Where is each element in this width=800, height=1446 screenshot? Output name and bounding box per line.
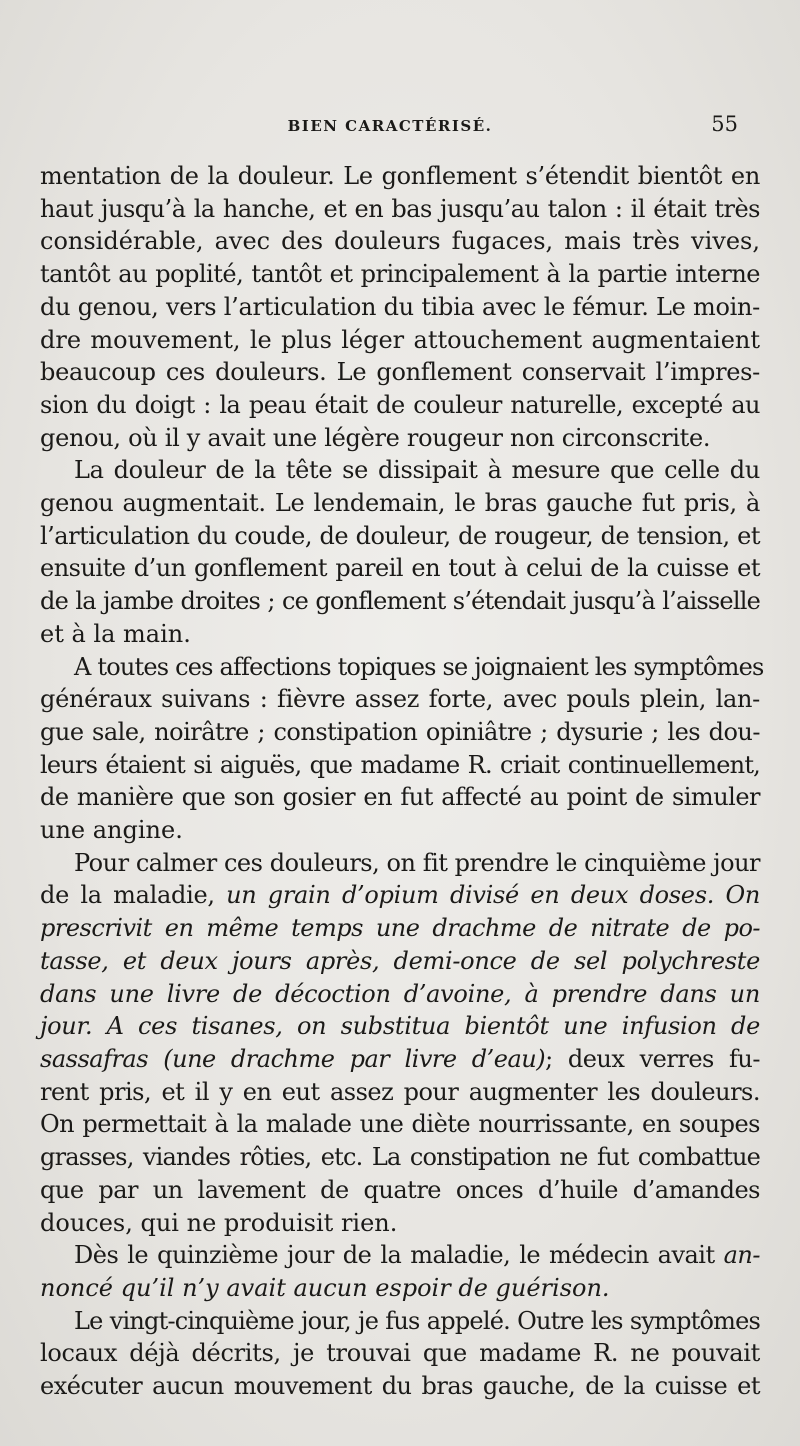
text-line: exécuter aucun mouvement du bras gauche, de la cuisse et xyxy=(40,1372,760,1401)
text-line: de manière que son gosier en fut affecté au point de simuler xyxy=(40,783,760,812)
text-line: mentation de la douleur. Le gonflement s’étendit bientôt en xyxy=(40,162,760,190)
text-line: leurs étaient si aiguës, que madame R. criait continuellement, xyxy=(40,750,760,779)
text-line: haut jusqu’à la hanche, et en bas jusqu’au talon : il était très xyxy=(40,194,760,223)
text-line: une angine. xyxy=(40,816,183,845)
text-line: tantôt au poplité, tantôt et principalement à la partie interne xyxy=(40,260,760,289)
italic-segment: tasse, et deux jours après, demi-once de sel polychreste xyxy=(40,946,760,975)
text-segment: ; deux verres fu- xyxy=(545,1044,760,1073)
text-line: ensuite d’un gonflement pareil en tout à celui de la cuisse et xyxy=(40,554,760,583)
text-line: A toutes ces affections topiques se joignaient les symptômes xyxy=(74,652,764,681)
text-line: genou augmentait. Le lendemain, le bras gauche fut pris, à xyxy=(40,489,760,518)
text-line: et à la main. xyxy=(40,619,191,648)
text-line: Le vingt-cinquième jour, je fus appelé. Outre les symptômes xyxy=(74,1306,760,1335)
text-line xyxy=(40,879,760,912)
text-line: l’articulation du coude, de douleur, de rougeur, de tension, et xyxy=(40,521,760,550)
italic-segment: noncé qu’il n’y avait aucun espoir de guérison. xyxy=(40,1273,610,1302)
text-line: gue sale, noirâtre ; constipation opiniâtre ; dysurie ; les dou- xyxy=(40,717,760,746)
text-line xyxy=(40,1043,760,1076)
text-line: beaucoup ces douleurs. Le gonflement conservait l’impres- xyxy=(40,358,760,387)
text-line xyxy=(40,1239,760,1272)
text-line: que par un lavement de quatre onces d’huile d’amandes xyxy=(40,1175,760,1204)
text-line: grasses, viandes rôties, etc. La constipation ne fut combattue xyxy=(40,1143,760,1172)
text-line: genou, où il y avait une légère rougeur non circonscrite. xyxy=(40,423,711,452)
text-line: rent pris, et il y en eut assez pour augmenter les douleurs. xyxy=(40,1077,760,1106)
text-line: de la jambe droites ; ce gonflement s’étendait jusqu’à l’aisselle xyxy=(40,587,760,616)
text-segment: de la maladie, xyxy=(40,881,215,910)
text-line: sion du doigt : la peau était de couleur naturelle, excepté au xyxy=(40,390,760,419)
text-line xyxy=(40,912,760,945)
italic-segment: un grain d’opium divisé en deux doses. On xyxy=(226,881,760,910)
text-line: dre mouvement, le plus léger attouchement augmentaient xyxy=(40,325,760,354)
text-line: du genou, vers l’articulation du tibia avec le fémur. Le moin- xyxy=(40,292,760,321)
page-header xyxy=(42,112,738,136)
text-line xyxy=(40,978,760,1011)
text-line: locaux déjà décrits, je trouvai que madame R. ne pouvait xyxy=(40,1339,760,1368)
body-text xyxy=(40,160,764,1403)
text-line xyxy=(40,945,760,978)
text-line: Pour calmer ces douleurs, on fit prendre le cinquième jour xyxy=(74,848,760,877)
italic-segment: an- xyxy=(723,1241,760,1270)
italic-segment: sassafras (une drachme par livre d’eau) xyxy=(40,1044,546,1073)
italic-segment: prescrivit en même temps une drachme de nitrate de po- xyxy=(40,914,760,943)
text-line: généraux suivans : fièvre assez forte, avec pouls plein, lan- xyxy=(40,685,760,714)
running-head: BIEN CARACTÉRISÉ. xyxy=(287,117,493,135)
text-line xyxy=(40,1272,760,1305)
text-line: douces, qui ne produisit rien. xyxy=(40,1208,398,1237)
text-segment: Dès le quinzième jour de la maladie, le médecin avait xyxy=(74,1241,715,1270)
text-line xyxy=(40,1010,760,1043)
italic-segment: dans une livre de décoction d’avoine, à prendre dans un xyxy=(40,979,760,1008)
page-number: 55 xyxy=(711,112,738,136)
text-line: On permettait à la malade une diète nourrissante, en soupes xyxy=(40,1110,760,1139)
text-line: considérable, avec des douleurs fugaces, mais très vives, xyxy=(40,227,760,256)
text-line: La douleur de la tête se dissipait à mesure que celle du xyxy=(74,456,760,485)
italic-segment: jour. A ces tisanes, on substitua bientôt une infusion de xyxy=(40,1012,760,1041)
